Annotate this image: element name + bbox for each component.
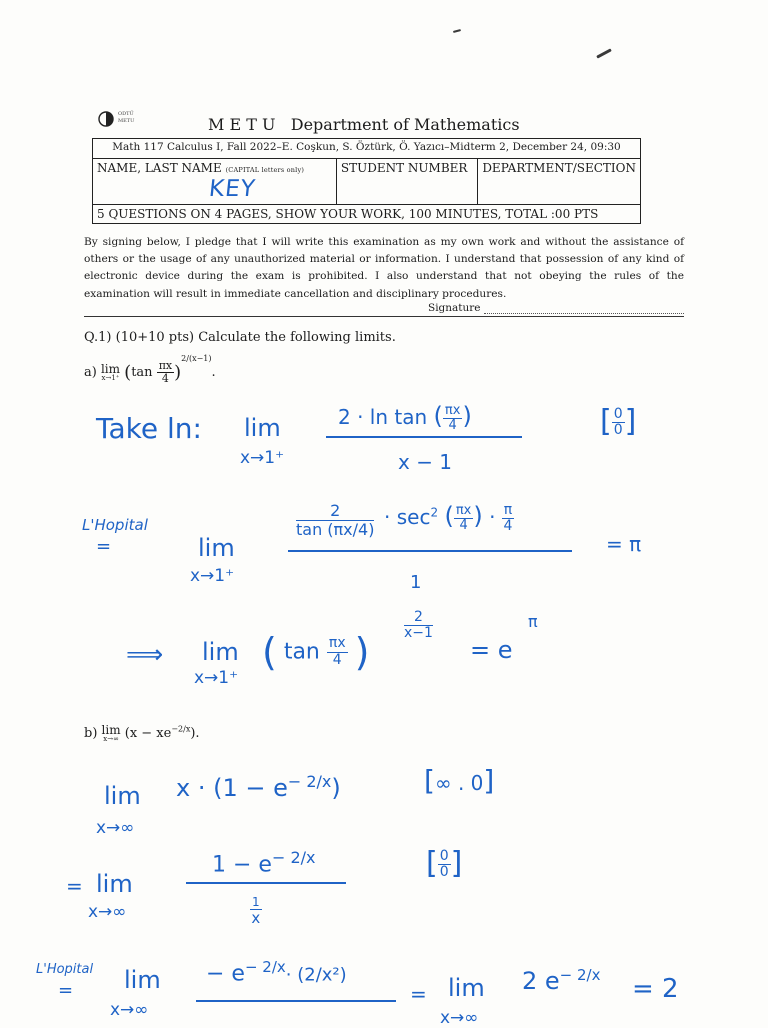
lim-a1-sub: x→1⁺ xyxy=(240,448,285,468)
course-line: Math 117 Calculus I, Fall 2022–E. Coşkun, S. Öztürk, Ö. Yazıcı–Midterm 2, December 24, 09:30 xyxy=(93,139,641,159)
lim-a3-sub: x→1⁺ xyxy=(194,668,239,688)
logo-icon xyxy=(98,111,114,127)
lim-b4: lim xyxy=(448,974,485,1002)
indeterminate-form-a: [ $\frac{0}{0}$ ] xyxy=(600,404,637,439)
stray-mark xyxy=(596,48,612,58)
lhopital-equals-b: = xyxy=(58,980,74,1001)
take-ln-text: Take ln: xyxy=(96,412,202,445)
equals-b3: = xyxy=(410,982,427,1006)
part-a-statement: a) lim x→1⁺ (tan $\frac{\pi x}{4}$ )$^{2/(x-1)}$. xyxy=(84,353,216,386)
result-e: = e xyxy=(470,636,513,664)
expression-b1: $x \cdot (1 - e^{- 2/x})$ xyxy=(176,772,341,802)
tan-power-expression: ( tan $\frac{\pi x}{4}$ ) xyxy=(262,630,370,674)
lim-b3-sub: x→∞ xyxy=(110,1000,149,1020)
logo xyxy=(98,111,114,127)
lim-a2-sub: x→1⁺ xyxy=(190,566,235,586)
lhopital-equals: = xyxy=(96,536,112,557)
sec-term: · $\sec^2$ ( $\frac{\pi x}{4}$ ) · $\frac{\pi}{4}$ xyxy=(384,501,513,534)
lim-a2: lim xyxy=(198,534,235,562)
name-cell xyxy=(93,159,337,205)
signature-dots xyxy=(484,313,684,314)
question-label: Q.1) (10+10 pts) Calculate the following limits. xyxy=(84,330,396,345)
department-label: DEPARTMENT/SECTION xyxy=(478,159,641,205)
name-label: NAME, LAST NAME xyxy=(97,161,222,175)
final-answer-b: = 2 xyxy=(632,974,679,1004)
lim-b2-sub: x→∞ xyxy=(88,902,127,922)
fraction-bar xyxy=(186,882,346,884)
signature-label: Signature xyxy=(428,302,481,314)
signature-line xyxy=(84,316,684,317)
lim-a3: lim xyxy=(202,638,239,666)
implies-arrow: ⟹ xyxy=(126,640,164,670)
lim-b1-sub: x→∞ xyxy=(96,818,135,838)
page-title xyxy=(208,115,520,134)
result-e-exponent: π xyxy=(528,612,538,631)
power-fraction: $\frac{2}{x-1}$ xyxy=(404,609,433,642)
pledge-text: By signing below, I pledge that I will write this examination as my own work and without the assistance of others or the usage of any unauthorized material or information. I understand that possession of any kind of electronic device during the exam is prohibited. I also understand that not obeying the rules of the examination will result in immediate cancellation and disciplinary procedures. xyxy=(84,236,684,300)
value-b4: 2 $e^{- 2/x}$ xyxy=(522,966,601,995)
lim-b3: lim xyxy=(124,966,161,994)
part-b-statement: b) lim x→∞ $(x - xe^{-2/x})$. xyxy=(84,723,200,743)
lim-b2: lim xyxy=(96,870,133,898)
university-name: M E T U xyxy=(208,115,276,134)
lim-b1: lim xyxy=(104,782,141,810)
ln-numerator: 2 · ln tan ( $\frac{\pi x}{4}$ ) xyxy=(338,402,472,433)
part-a-label: a) xyxy=(84,365,97,381)
name-hint: (CAPITAL letters only) xyxy=(225,166,305,174)
lhopital-label: L'Hopital xyxy=(82,516,148,534)
result-pi: = π xyxy=(606,532,642,556)
indeterminate-form-b1: [∞ . 0] xyxy=(424,764,495,797)
equals-b2: = xyxy=(66,874,83,898)
part-a-lim: lim x→1⁺ xyxy=(100,362,121,383)
lim-b4-sub: x→∞ xyxy=(440,1008,479,1028)
fraction-bar xyxy=(326,436,522,438)
fraction-bar xyxy=(288,550,572,552)
denominator-b2: $\frac{1}{x}$ xyxy=(251,895,261,928)
fraction-bar xyxy=(196,1000,396,1002)
derivative-fraction: $\frac{2}{\tan (\pi x/4)}$ xyxy=(296,501,375,539)
part-b-label: b) xyxy=(84,726,98,741)
student-number-label: STUDENT NUMBER xyxy=(336,159,477,205)
indeterminate-form-b2: [ $\frac{0}{0}$ ] xyxy=(426,846,463,881)
denominator-one: 1 xyxy=(410,572,422,593)
ln-denominator: x − 1 xyxy=(398,450,453,474)
part-b-lim: lim x→∞ xyxy=(101,723,121,743)
numerator-b3: − $e^{- 2/x}\cdot (2/x^2)$ xyxy=(206,958,347,987)
name-value: KEY xyxy=(207,176,258,202)
info-line: 5 QUESTIONS ON 4 PAGES, SHOW YOUR WORK, 100 MINUTES, TOTAL :00 PTS xyxy=(93,205,641,224)
part-a-fraction: $\frac{\pi x}{4}$ xyxy=(158,359,173,386)
logo-text: ODTÜ METU xyxy=(118,111,135,124)
exam-info-table xyxy=(92,138,641,224)
stray-mark xyxy=(453,29,461,33)
numerator-b2: $1 - e^{- 2/x}$ xyxy=(212,848,316,878)
lim-a1: lim xyxy=(244,414,281,442)
lhopital-label-b: L'Hopital xyxy=(36,962,94,977)
department-name: Department of Mathematics xyxy=(290,115,520,134)
